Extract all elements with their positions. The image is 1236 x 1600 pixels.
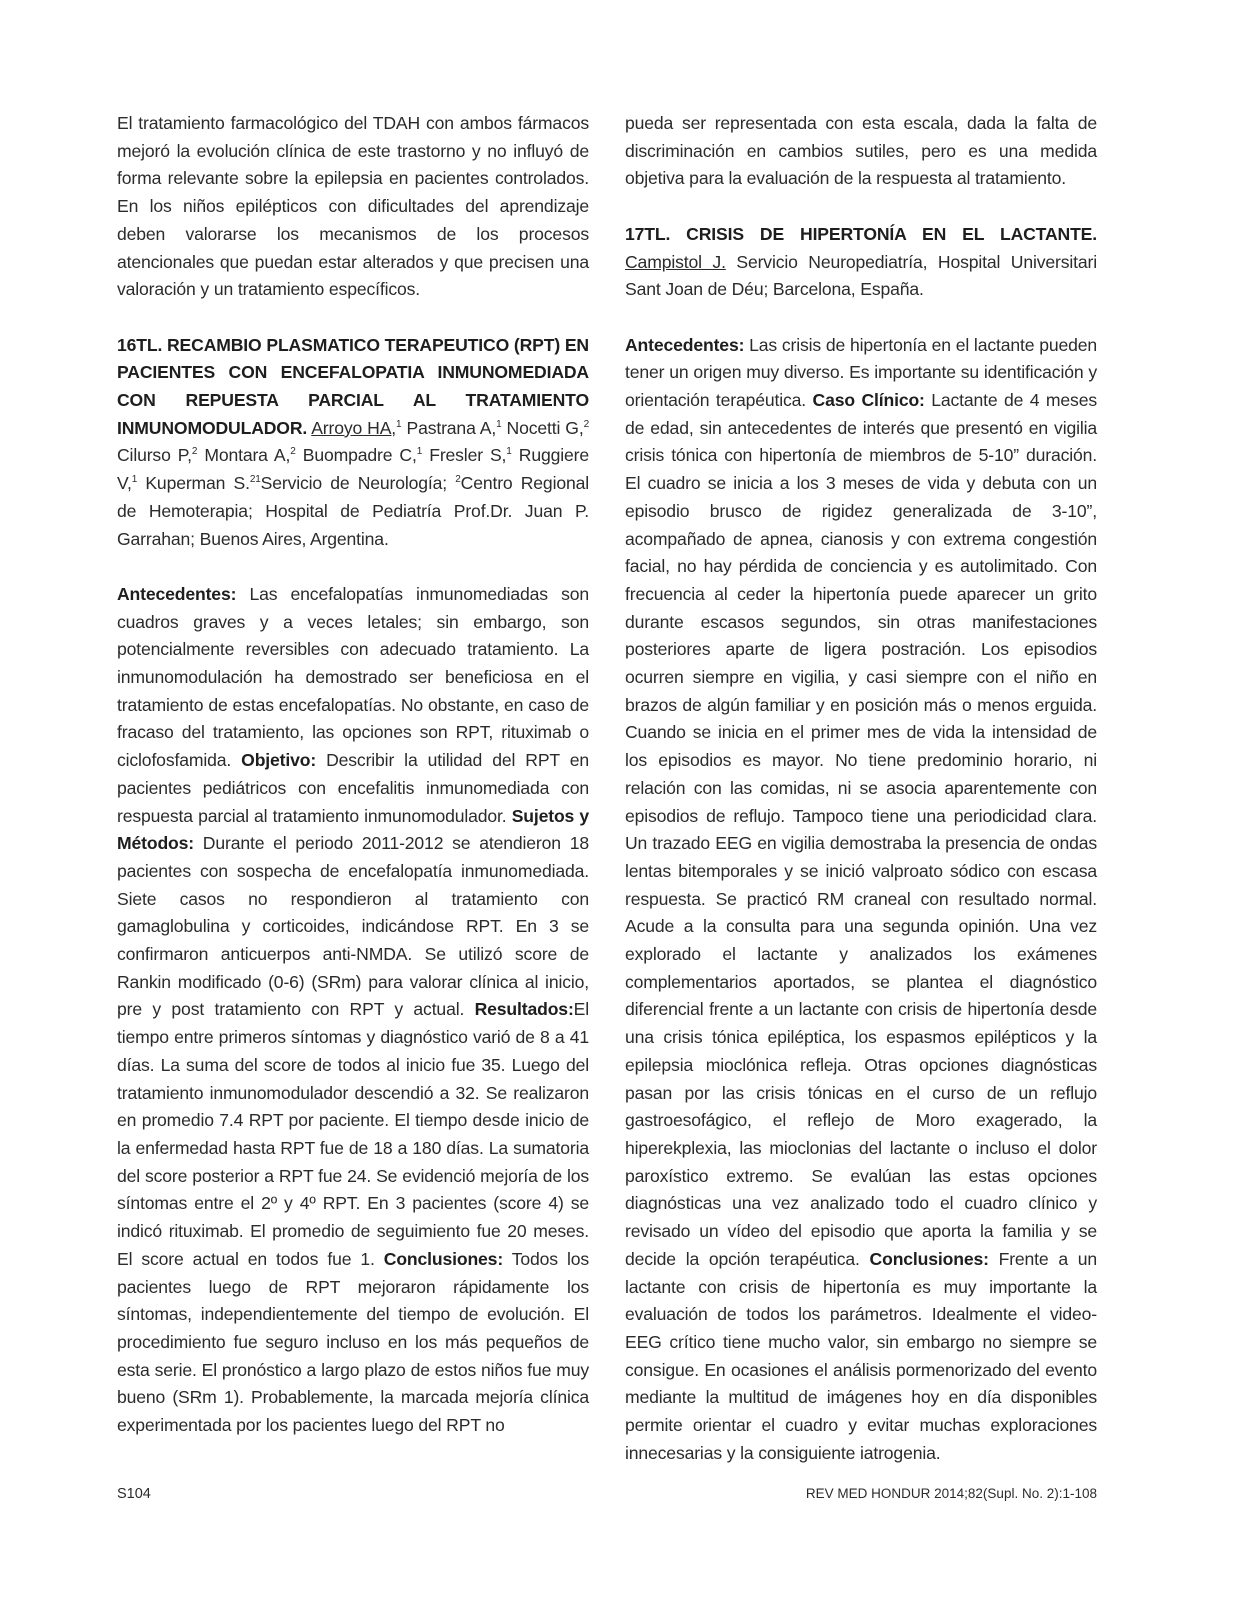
abstract-17-title: 17TL. CRISIS DE HIPERTONÍA EN EL LACTANTE. (625, 223, 1097, 244)
abstract-16-body (117, 581, 589, 1440)
affiliation: Centro Regional de Hemoterapia; Hospital de Pediatría Prof.Dr. Juan P. Garrahan; Buenos Aires, Argentina. (117, 473, 589, 549)
author: Buompadre C, (302, 445, 417, 466)
section-text: El tiempo entre primeros síntomas y diagnóstico varió de 8 a 41 días. La suma del score de todos al inicio fue 35. Luego del tratamiento inmunomodulador descendió a 32. Se realizaron en promedio 7.4 RPT por paciente. El tiempo desde inicio de la enfermedad hasta RPT fue de 18 a 180 días. La sumatoria del score posterior a RPT fue 24. Se evidenció mejoría de los síntomas entre el 2º y 4º RPT. En 3 pacientes (score 4) se indicó rituximab. El promedio de seguimiento fue 20 meses. El score actual en todos fue 1. (117, 999, 589, 1269)
page-number: S104 (117, 1486, 151, 1502)
author: Pastrana A, (406, 417, 497, 438)
intro-paragraph: El tratamiento farmacológico del TDAH con ambos fármacos mejoró la evolución clínica de este trastorno y no influyó de forma relevante sobre la epilepsia en pacientes controlados. En los niños epilépticos con dificultades del aprendizaje deben valorarse los mecanismos de los procesos atencionales que puedan estar alterados y que precisen una valoración y un tratamiento específicos. (117, 113, 589, 300)
section-label: Antecedentes: (625, 334, 745, 355)
section-label: Sujetos y Métodos: (117, 805, 589, 854)
affiliation: Servicio Neuropediatría, Hospital Universitari Sant Joan de Déu; Barcelona, España. (625, 251, 1097, 300)
abstract-16-title: 16TL. RECAMBIO PLASMATICO TERAPEUTICO (RPT) EN PACIENTES CON ENCEFALOPATIA INMUNOMEDIADA CON REPUESTA PARCIAL AL TRATAMIENTO INMUNOMODULADOR. (117, 334, 589, 438)
first-author: Arroyo HA, (311, 417, 397, 438)
section-label: Caso Clínico: (812, 390, 925, 410)
author: Ruggiere V, (117, 445, 589, 494)
section-text: Lactante de 4 meses de edad, sin antecedentes de interés que presentó en vigilia crisis tónica con hipertonía de miembros de 5-10” duración. El cuadro se inicia a los 3 meses de vida y debuta con un episodio brusco de rigidez generalizada de 3-10”, acompañado de apnea, cianosis y con extrema congestión facial, no hay pérdida de conciencia y es autolimitado. Con frecuencia al ceder la hipertonía puede aparecer un grito durante escasos segundos, sin otras manifestaciones posteriores aparte de ligera postración. Los episodios ocurren siempre en vigilia, y casi siempre con el niño en brazos de algún familiar y en posición más o menos erguida. Cuando se inicia en el primer mes de vida la intensidad de los episodios es mayor. No tiene predominio horario, ni relación con las comidas, ni se asocia aparentemente con episodios de reflujo. Tampoco tiene una periodicidad clara. Un trazado EEG en vigilia demostraba la presencia de ondas lentas bitemporales y se inició valproato sódico con escasa respuesta. Se practicó RM craneal con resultado normal. Acude a la consulta para una segunda opinión. Una vez explorado el lactante y analizados los exámenes complementarios aportados, se plantea el diagnóstico diferencial frente a un lactante con crisis de hipertonía desde una crisis tónica epiléptica, los espasmos epilépticos y la epilepsia mioclónica refleja. Otras opciones diagnósticas pasan por las crisis tónicas en el curso de un reflujo gastroesofágico, el reflejo de Moro exagerado, la hiperekplexia, las mioclonias del lactante o incluso el dolor paroxístico extremo. Se evalúan las estas opciones diagnósticas una vez analizado todo el cuadro clínico y revisado un vídeo del episodio que aporta la familia y se decide la opción terapéutica. (625, 390, 1097, 1269)
abstract-16-header: 16TL. RECAMBIO PLASMATICO TERAPEUTICO (RPT) EN PACIENTES CON ENCEFALOPATIA INMUNOMEDIADA CON REPUESTA PARCIAL AL TRATAMIENTO INMUNOMODULADOR. Arroyo HA,$^1$ Pastrana A,$^1$ Nocetti G,$^2$ Cilurso P,$^2$ Montara A,$^2$ Buompadre C,$^1$ Fresler S,$^1$ Ruggiere V,$^1$ Kuperman S.$^{21}$Servicio de Neurología; $^2$Centro Regional de Hemoterapia; Hospital de Pediatría Prof.Dr. Juan P. Garrahan; Buenos Aires, Argentina. (117, 334, 589, 549)
section-label: Objetivo: (241, 750, 317, 771)
author: Montara A, (204, 445, 291, 466)
section-label: Conclusiones: (869, 1248, 989, 1269)
section-text: Las encefalopatías inmunomediadas son cuadros graves y a veces letales; sin embargo, son potencialmente reversibles con adecuado tratamiento. La inmunomodulación ha demostrado ser beneficiosa en el tratamiento de estas encefalopatías. No obstante, en caso de fracaso del tratamiento, las opciones son RPT, rituximab o ciclofosfamida. (117, 583, 589, 771)
left-column (117, 110, 589, 1467)
section-text: Todos los pacientes luego de RPT mejoraron rápidamente los síntomas, independientemente del tiempo de evolución. El procedimiento fue seguro incluso en los más pequeños de esta serie. El pronóstico a largo plazo de estos niños fue muy bueno (SRm 1). Probablemente, la marcada mejoría clínica experimentada por los pacientes luego del RPT no (117, 1248, 589, 1436)
author: Kuperman S. (145, 473, 250, 494)
section-label: Conclusiones: (383, 1248, 504, 1269)
abstract-17-header (625, 221, 1097, 304)
section-text: Durante el periodo 2011-2012 se atendieron 18 pacientes con sospecha de encefalopatía inmunomediada. Siete casos no respondieron al tratamiento con gamaglobulina y corticoides, indicándose RPT. En 3 se confirmaron anticuerpos anti-NMDA. Se utilizó score de Rankin modificado (0-6) (SRm) para valorar clínica al inicio, pre y post tratamiento con RPT y actual. (117, 833, 589, 1020)
right-column (625, 110, 1097, 1495)
section-text: Frente a un lactante con crisis de hipertonía es muy importante la evaluación de todos los parámetros. Idealmente el video-EEG crítico tiene mucho valor, sin embargo no siempre se consigue. En ocasiones el análisis pormenorizado del evento mediante la multitud de imágenes hoy en día disponibles permite orientar el cuadro y evitar muchas exploraciones innecesarias y la consiguiente iatrogenia. (625, 1248, 1098, 1463)
section-text: Las crisis de hipertonía en el lactante pueden tener un origen muy diverso. Es importante su identificación y orientación terapéutica. (625, 334, 1097, 410)
author: Nocetti G, (506, 417, 584, 438)
section-label: Resultados: (474, 999, 574, 1020)
author: Campistol J. (625, 251, 726, 272)
author: Cilurso P, (117, 445, 192, 466)
section-text: Describir la utilidad del RPT en pacientes pediátricos con encefalitis inmunomediada con respuesta parcial al tratamiento inmunomodulador. (117, 750, 589, 826)
affiliation: Servicio de Neurología; (260, 473, 456, 494)
continuation-paragraph: pueda ser representada con esta escala, dada la falta de discriminación en cambios sutiles, pero es una medida objetiva para la evaluación de la respuesta al tratamiento. (625, 113, 1097, 189)
abstract-17-body (625, 332, 1097, 1468)
author: Fresler S, (429, 445, 507, 466)
journal-citation: REV MED HONDUR 2014;82(Supl. No. 2):1-108 (805, 1486, 1097, 1501)
section-label: Antecedentes: (117, 583, 237, 604)
